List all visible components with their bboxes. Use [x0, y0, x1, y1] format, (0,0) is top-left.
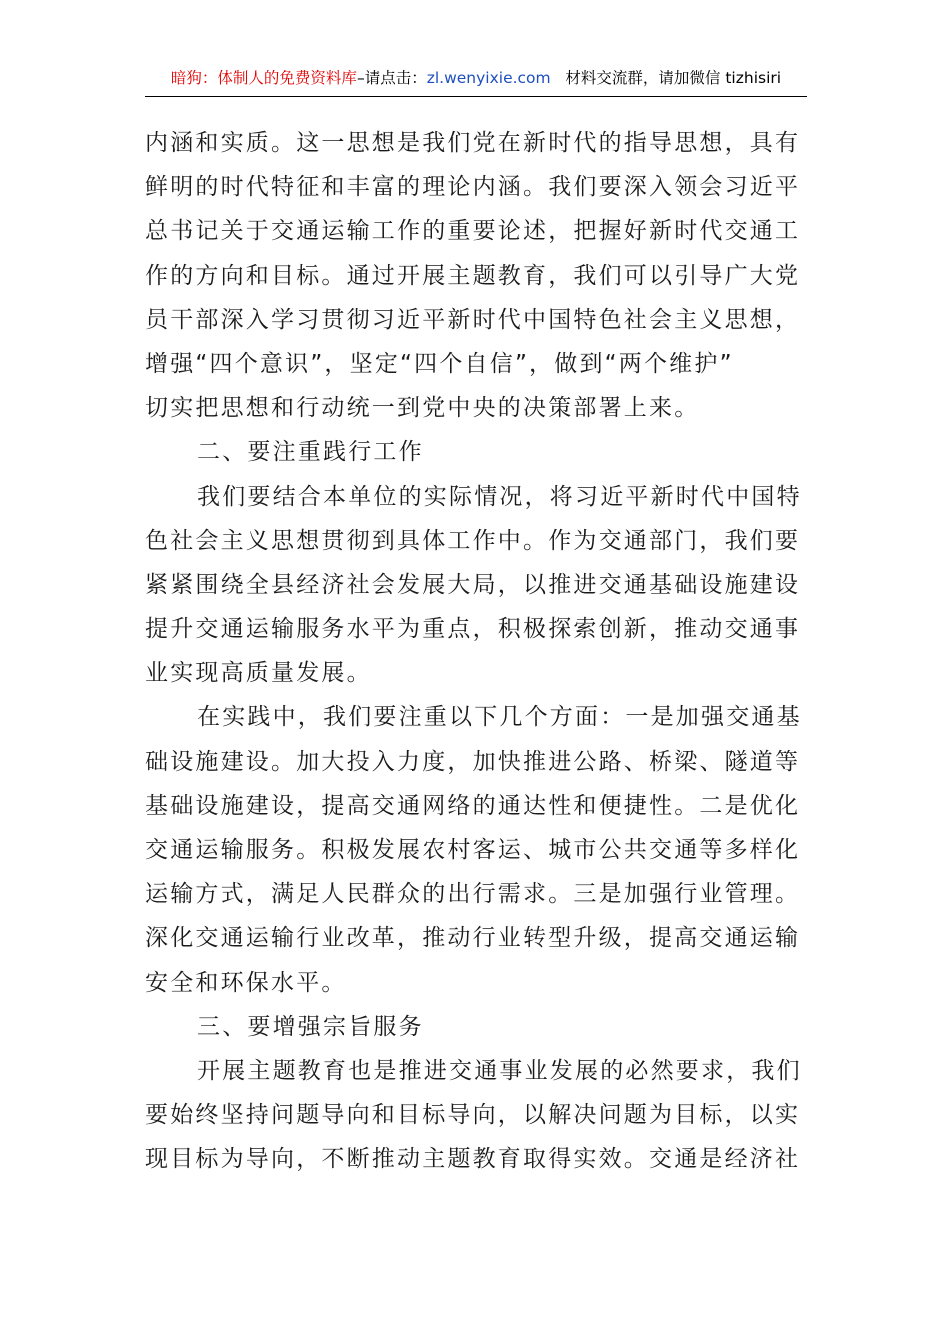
header-link-prompt: –请点击：: [356, 69, 427, 87]
paragraph-line: 总书记关于交通运输工作的重要论述，把握好新时代交通工: [145, 218, 801, 245]
paragraph-line: 增强“四个意识”，坚定“四个自信”，做到“两个维护”: [145, 350, 734, 377]
paragraph-line: 开展主题教育也是推进交通事业发展的必然要求，我们: [197, 1057, 802, 1084]
page-header: [145, 66, 807, 97]
header-contact: 材料交流群，请加微信 tizhisiri: [565, 69, 782, 87]
paragraph-line: 在实践中，我们要注重以下几个方面：一是加强交通基: [197, 704, 802, 731]
header-url-link[interactable]: zl.wenyixie.com: [426, 69, 551, 87]
paragraph-line: 员干部深入学习贯彻习近平新时代中国特色社会主义思想，: [145, 306, 801, 333]
paragraph-line: 础设施建设。加大投入力度，加快推进公路、桥梁、隧道等: [145, 748, 801, 775]
section-heading: 二、要注重践行工作: [197, 439, 424, 466]
paragraph-line: 我们要结合本单位的实际情况，将习近平新时代中国特: [197, 483, 802, 510]
paragraph-line: 交通运输服务。积极发展农村客运、城市公共交通等多样化: [145, 837, 801, 863]
paragraph-line: 鲜明的时代特征和丰富的理论内涵。我们要深入领会习近平: [145, 174, 801, 201]
paragraph-line: 要始终坚持问题导向和目标导向，以解决问题为目标，以实: [145, 1102, 801, 1129]
paragraph-line: 切实把思想和行动统一到党中央的决策部署上来。: [145, 395, 700, 422]
section-heading: 三、要增强宗旨服务: [197, 1013, 424, 1040]
paragraph-line: 深化交通运输行业改革，推动行业转型升级，提高交通运输: [145, 925, 801, 952]
paragraph-line: 提升交通运输服务水平为重点，积极探索创新，推动交通事: [145, 616, 801, 643]
paragraph-line: 内涵和实质。这一思想是我们党在新时代的指导思想，具有: [145, 130, 801, 156]
paragraph-line: 运输方式，满足人民群众的出行需求。三是加强行业管理。: [145, 881, 801, 908]
paragraph-line: 紧紧围绕全县经济社会发展大局，以推进交通基础设施建设: [145, 571, 801, 598]
paragraph-line: 业实现高质量发展。: [145, 660, 372, 687]
paragraph-line: 安全和环保水平。: [145, 969, 347, 996]
header-brand: 暗狗：体制人的免费资料库: [170, 69, 357, 87]
document-body: [145, 121, 807, 1182]
paragraph-line: 作的方向和目标。通过开展主题教育，我们可以引导广大党: [145, 262, 801, 289]
paragraph-line: 现目标为导向，不断推动主题教育取得实效。交通是经济社: [145, 1146, 801, 1173]
paragraph-line: 色社会主义思想贯彻到具体工作中。作为交通部门，我们要: [145, 527, 801, 554]
paragraph-line: 基础设施建设，提高交通网络的通达性和便捷性。二是优化: [145, 792, 801, 819]
